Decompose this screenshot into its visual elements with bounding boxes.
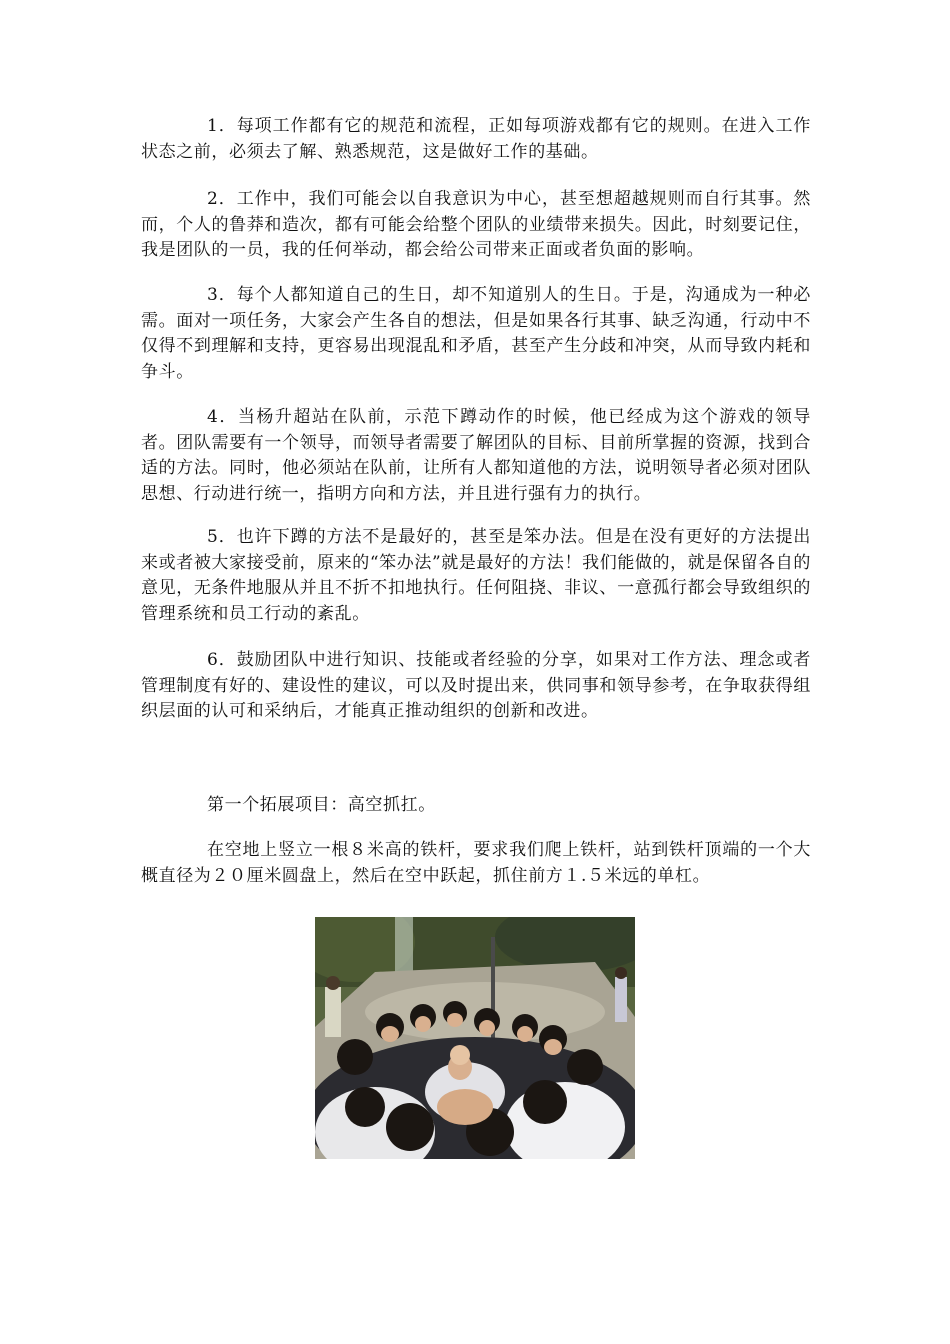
paragraph-5: 5．也许下蹲的方法不是最好的，甚至是笨办法。但是在没有更好的方法提出来或者被大家接受前，原来的“笨办法”就是最好的方法！我们能做的，就是保留各自的意见，无条件地服从并且不折不扣地执行。任何阻挠、非议、一意孤行都会导致组织的管理系统和员工行动的紊乱。 bbox=[141, 527, 811, 624]
paragraph-4: 4．当杨升超站在队前，示范下蹲动作的时候，他已经成为这个游戏的领导者。团队需要有一个领导，而领导者需要了解团队的目标、目前所掌握的资源，找到合适的方法。同时，他必须站在队前，让所有人都知道他的方法，说明领导者必须对团队思想、行动进行统一，指明方向和方法，并且进行强有力的执行。 bbox=[141, 407, 811, 504]
paragraph-1: 1．每项工作都有它的规范和流程，正如每项游戏都有它的规则。在进入工作状态之前，必须去了解、熟悉规范，这是做好工作的基础。 bbox=[141, 116, 811, 162]
photo-illustration bbox=[315, 917, 635, 1159]
team-huddle-photo bbox=[315, 917, 635, 1159]
paragraph-6: 6．鼓励团队中进行知识、技能或者经验的分享，如果对工作方法、理念或者管理制度有好的、建设性的建议，可以及时提出来，供同事和领导参考，在争取获得组织层面的认可和采纳后，才能真正推动组织的创新和改进。 bbox=[141, 650, 811, 721]
section-paragraph: 在空地上竖立一根８米高的铁杆，要求我们爬上铁杆，站到铁杆顶端的一个大概直径为２０厘米圆盘上，然后在空中跃起，抓住前方１.５米远的单杠。 bbox=[141, 840, 811, 886]
paragraph-3: 3．每个人都知道自己的生日，却不知道别人的生日。于是，沟通成为一种必需。面对一项任务，大家会产生各自的想法，但是如果各行其事、缺乏沟通，行动中不仅得不到理解和支持，更容易出现混乱和矛盾，甚至产生分歧和冲突，从而导致内耗和争斗。 bbox=[141, 285, 811, 382]
section-title: 第一个拓展项目：高空抓扛。 bbox=[207, 795, 436, 815]
paragraph-2: 2．工作中，我们可能会以自我意识为中心，甚至想超越规则而自行其事。然而，个人的鲁莽和造次，都有可能会给整个团队的业绩带来损失。因此，时刻要记住，我是团队的一员，我的任何举动，都会给公司带来正面或者负面的影响。 bbox=[141, 189, 811, 260]
